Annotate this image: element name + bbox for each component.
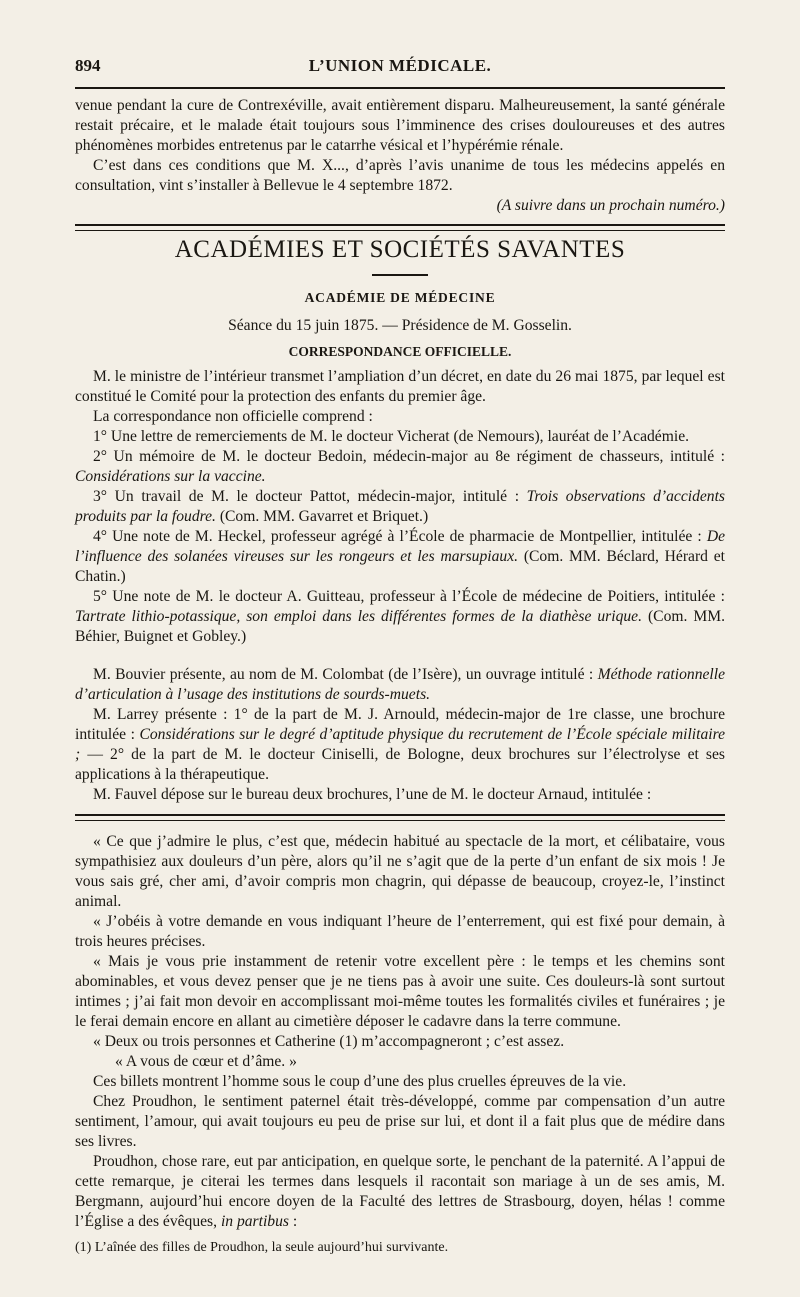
paragraph: C’est dans ces conditions que M. X..., d’après l’avis unanime de tous les médecins appelés en consultation, vint s’installer à Bellevue le 4 septembre 1872. [75, 157, 725, 194]
section-rule [75, 224, 725, 231]
paragraph: Proudhon, chose rare, eut par anticipation, en quelque sorte, le penchant de la paternité. A l’appui de cette remarque, je citerai les termes dans lesquels il racontait son mariage à un de ses amis, M. Bergmann, aujourd’hui encore doyen de la Faculté des lettres de Strasbourg, doyen, hélas ! comme l’Église a des évêques, in partibus : [75, 1153, 725, 1230]
to-be-continued: (A suivre dans un prochain numéro.) [496, 197, 725, 214]
list-item: 4° Une note de M. Heckel, professeur agrégé à l’École de pharmacie de Montpellier, intitulée : De l’influence des solanées vireuses sur les rongeurs et les marsupiaux. (Com. MM. Béclard, Hérard et Chatin.) [75, 528, 726, 585]
list-item: 3° Un travail de M. le docteur Pattot, médecin-major, intitulé : Trois observations d’accidents produits par la foudre. (Com. MM. Gavarret et Briquet.) [75, 488, 725, 525]
paragraph: venue pendant la cure de Contrexéville, avait entièrement disparu. Malheureusement, la santé générale restait précaire, et le malade était toujours sous l’imminence des crises douloureuses et des autres phénomènes morbides entretenus par le catarrhe vésical et l’hypérémie rénale. [75, 97, 725, 154]
quote-paragraph: « Ce que j’admire le plus, c’est que, médecin habitué au spectacle de la mort, et célibataire, vous sympathisiez aux douleurs d’un père, alors qu’il ne s’agit que de la perte d’un enfant de six mois ! Je vous sais gré, cher ami, d’avoir compris mon chagrin, qui dépasse de beaucoup, croyez-le, l’instinct animal. [75, 833, 725, 910]
header-rule [75, 87, 725, 89]
academy-subtitle: ACADÉMIE DE MÉDECINE [304, 290, 496, 305]
paragraph: M. Larrey présente : 1° de la part de M. J. Arnould, médecin-major de 1re classe, une brochure intitulée : Considérations sur le degré d’aptitude physique du recrutement de l’École spéciale militaire ; — 2° de la part de M. le docteur Ciniselli, de Bologne, deux brochures sur l’électrolyse et ses applications à la thérapeutique. [75, 706, 725, 783]
footnote: (1) L’aînée des filles de Proudhon, la seule aujourd’hui survivante. [75, 1240, 449, 1255]
continuation-text [75, 96, 725, 216]
paragraph: Ces billets montrent l’homme sous le coup d’une des plus cruelles épreuves de la vie. [93, 1073, 627, 1090]
feuilleton-rule [75, 814, 725, 821]
quote-paragraph: « Mais je vous prie instamment de retenir votre excellent père : le temps et les chemins sont abominables, et vous devez penser que je ne tiens pas à avoir une suite. Ces douleurs-là sont surtout intimes ; j’ai fait mon devoir en accomplissant moi-même toutes les formalités civiles et funéraires ; je le ferai demain encore en allant au cimetière déposer le cadavre dans la terre commune. [75, 953, 725, 1030]
journal-title: L’UNION MÉDICALE. [308, 56, 492, 75]
list-item: 2° Un mémoire de M. le docteur Bedoin, médecin-major au 8e régiment de chasseurs, intitulé : Considérations sur la vaccine. [75, 448, 725, 485]
session-line: Séance du 15 juin 1875. — Présidence de M. Gosselin. [228, 317, 572, 334]
paragraph: M. Fauvel dépose sur le bureau deux brochures, l’une de M. le docteur Arnaud, intitulée : [93, 786, 652, 803]
page-number: 894 [75, 56, 101, 75]
feuilleton-text [75, 832, 725, 1232]
quote-closing: « A vous de cœur et d’âme. » [115, 1053, 297, 1070]
quote-paragraph: « J’obéis à votre demande en vous indiquant l’heure de l’enterrement, qui est fixé pour demain, à trois heures précises. [75, 913, 725, 950]
paragraph: Chez Proudhon, le sentiment paternel était très-développé, comme par compensation d’un autre sentiment, l’amour, qui avait toujours eu peu de prise sur lui, et dont il a fait plus que de médire dans ses livres. [75, 1093, 725, 1150]
title-underline [372, 274, 428, 276]
list-item: 1° Une lettre de remerciements de M. le docteur Vicherat (de Nemours), lauréat de l’Académie. [93, 428, 690, 445]
academy-presentations [75, 665, 725, 805]
list-item: 5° Une note de M. le docteur A. Guitteau, professeur à l’École de médecine de Poitiers, intitulée : Tartrate lithio-potassique, son emploi dans les différentes formes de la diathèse urique. (Com. MM. Béhier, Buignet et Gobley.) [75, 588, 725, 645]
quote-paragraph: « Deux ou trois personnes et Catherine (1) m’accompagneront ; c’est assez. [93, 1033, 565, 1050]
paragraph: La correspondance non officielle comprend : [93, 408, 373, 425]
paragraph: M. le ministre de l’intérieur transmet l’ampliation d’un décret, en date du 26 mai 1875, par lequel est constitué le Comité pour la protection des enfants du premier âge. [75, 368, 725, 405]
academy-text [75, 367, 725, 647]
correspondance-heading: CORRESPONDANCE OFFICIELLE. [288, 344, 512, 359]
section-title: ACADÉMIES ET SOCIÉTÉS SAVANTES [174, 236, 626, 263]
page-header [75, 56, 725, 86]
paragraph: M. Bouvier présente, au nom de M. Colombat (de l’Isère), un ouvrage intitulé : Méthode rationnelle d’articulation à l’usage des institutions de sourds-muets. [75, 666, 725, 703]
